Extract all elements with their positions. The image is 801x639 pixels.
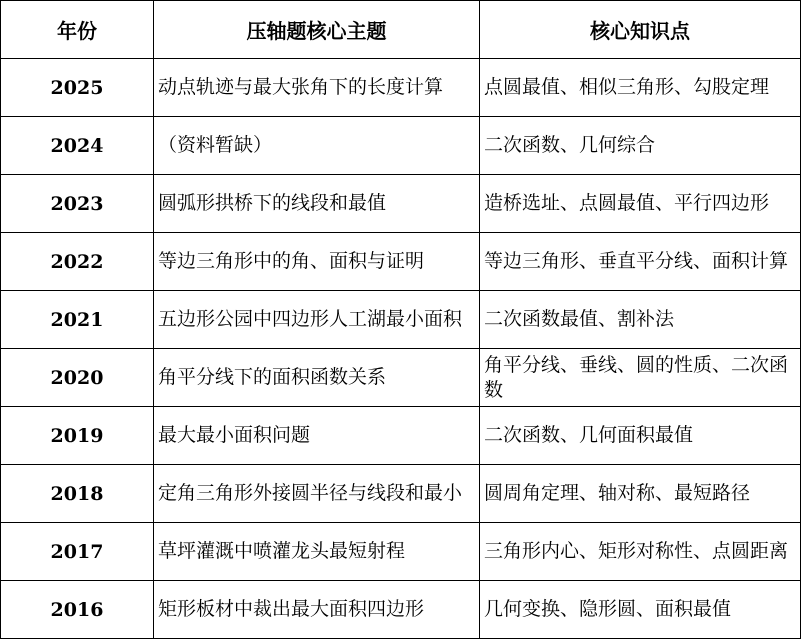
knowledge-points-cell: 角平分线、垂线、圆的性质、二次函数 (480, 349, 801, 407)
topic-cell: （资料暂缺） (154, 117, 480, 175)
topic-cell: 矩形板材中裁出最大面积四边形 (154, 581, 480, 639)
table-row (1, 523, 801, 581)
knowledge-points-cell: 造桥选址、点圆最值、平行四边形 (480, 175, 801, 233)
knowledge-points-cell: 圆周角定理、轴对称、最短路径 (480, 465, 801, 523)
header-topic: 压轴题核心主题 (154, 1, 480, 59)
topic-cell: 定角三角形外接圆半径与线段和最小 (154, 465, 480, 523)
knowledge-points-cell: 点圆最值、相似三角形、勾股定理 (480, 59, 801, 117)
knowledge-points-cell: 三角形内心、矩形对称性、点圆距离 (480, 523, 801, 581)
topic-cell: 动点轨迹与最大张角下的长度计算 (154, 59, 480, 117)
year-cell: 2018 (1, 465, 154, 523)
topic-cell: 五边形公园中四边形人工湖最小面积 (154, 291, 480, 349)
header-year: 年份 (1, 1, 154, 59)
year-cell: 2016 (1, 581, 154, 639)
year-cell: 2024 (1, 117, 154, 175)
year-cell: 2019 (1, 407, 154, 465)
table-row (1, 175, 801, 233)
table-row (1, 59, 801, 117)
table-row (1, 349, 801, 407)
header-knowledge-points: 核心知识点 (480, 1, 801, 59)
table-row (1, 291, 801, 349)
knowledge-points-cell: 二次函数、几何面积最值 (480, 407, 801, 465)
year-cell: 2017 (1, 523, 154, 581)
year-cell: 2023 (1, 175, 154, 233)
table-header-row (1, 1, 801, 59)
knowledge-points-cell: 二次函数、几何综合 (480, 117, 801, 175)
year-cell: 2021 (1, 291, 154, 349)
knowledge-points-cell: 二次函数最值、割补法 (480, 291, 801, 349)
topic-cell: 草坪灌溉中喷灌龙头最短射程 (154, 523, 480, 581)
knowledge-points-cell: 几何变换、隐形圆、面积最值 (480, 581, 801, 639)
table-row (1, 407, 801, 465)
topic-cell: 角平分线下的面积函数关系 (154, 349, 480, 407)
knowledge-points-cell: 等边三角形、垂直平分线、面积计算 (480, 233, 801, 291)
topic-cell: 等边三角形中的角、面积与证明 (154, 233, 480, 291)
year-cell: 2020 (1, 349, 154, 407)
table-row (1, 581, 801, 639)
year-cell: 2022 (1, 233, 154, 291)
topic-cell: 圆弧形拱桥下的线段和最值 (154, 175, 480, 233)
topic-cell: 最大最小面积问题 (154, 407, 480, 465)
table-row (1, 465, 801, 523)
year-cell: 2025 (1, 59, 154, 117)
table-row (1, 233, 801, 291)
table-row (1, 117, 801, 175)
